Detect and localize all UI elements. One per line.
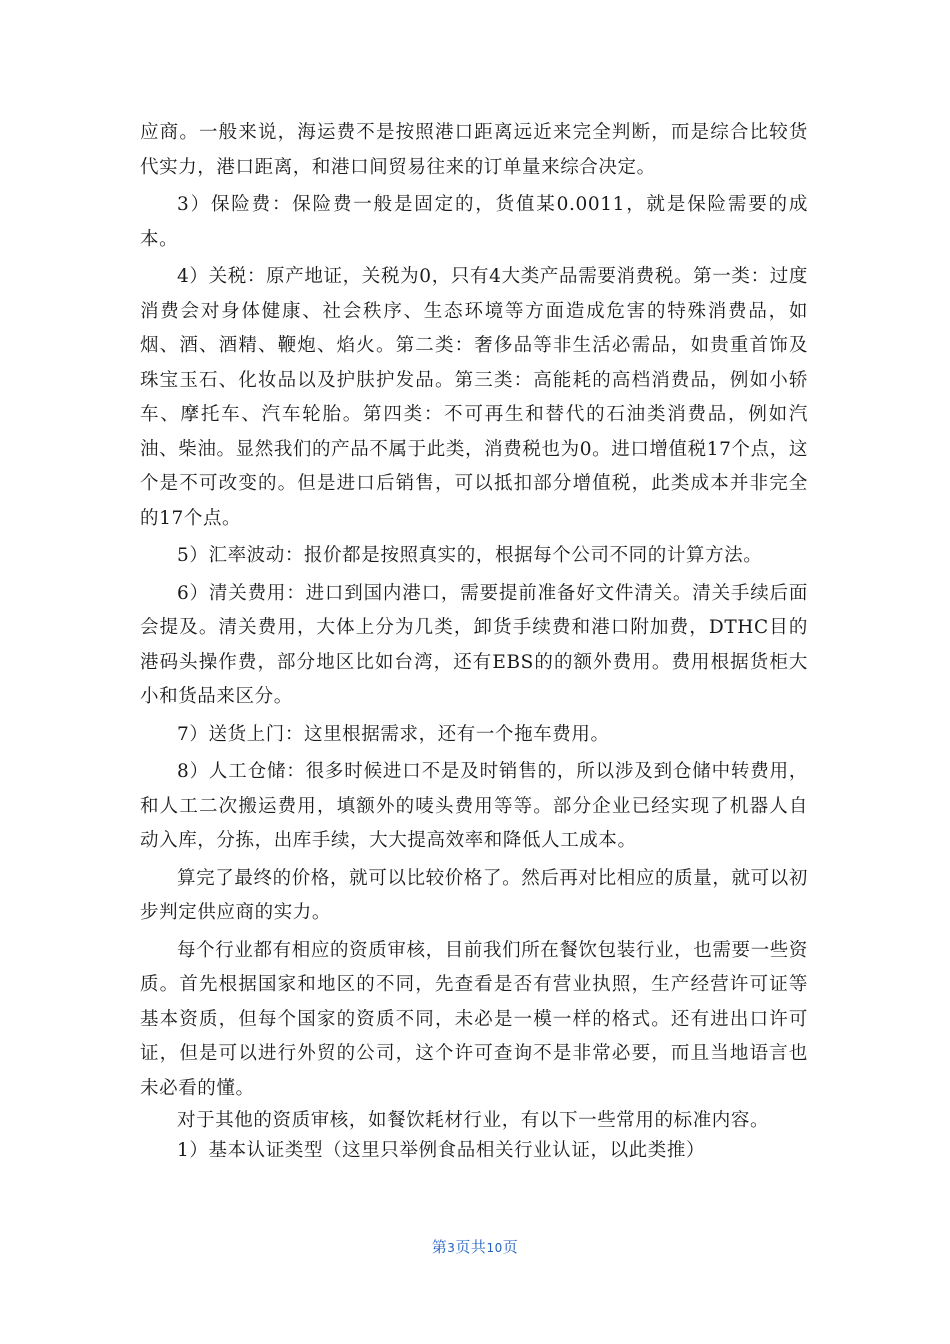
paragraph-price-comparison: 算完了最终的价格，就可以比较价格了。然后再对比相应的质量，就可以初步判定供应商的实力。	[140, 867, 808, 923]
paragraph-insurance: 3）保险费：保险费一般是固定的，货值某0.0011，就是保险需要的成本。	[140, 194, 808, 250]
paragraph-warehousing: 8）人工仓储：很多时候进口不是及时销售的，所以涉及到仓储中转费用，和人工二次搬运费用，填额外的唛头费用等等。部分企业已经实现了机器人自动入库，分拣，出库手续，大大提高效率和降低人工成本。	[140, 761, 808, 851]
paragraph-exchange-rate: 5）汇率波动：报价都是按照真实的，根据每个公司不同的计算方法。	[177, 545, 763, 566]
paragraph-freight-continued: 应商。一般来说，海运费不是按照港口距离远近来完全判断，而是综合比较货代实力，港口距离，和港口间贸易往来的订单量来综合决定。	[140, 122, 808, 178]
paragraph-other-qualifications: 对于其他的资质审核，如餐饮耗材行业，有以下一些常用的标准内容。	[177, 1110, 770, 1131]
paragraph-delivery: 7）送货上门：这里根据需求，还有一个拖车费用。	[177, 723, 610, 745]
paragraph-tariff: 4）关税：原产地证，关税为0，只有4大类产品需要消费税。第一类：过度消费会对身体健康、社会秩序、生态环境等方面造成危害的特殊消费品，如烟、酒、酒精、鞭炮、焰火。第二类：奢侈品等非生活必需品，如贵重首饰及珠宝玉石、化妆品以及护肤护发品。第三类：高能耗的高档消费品，例如小轿车、摩托车、汽车轮胎。第四类：不可再生和替代的石油类消费品，例如汽油、柴油。显然我们的产品不属于此类，消费税也为0。进口增值税17个点，这个是不可改变的。但是进口后销售，可以抵扣部分增值税，此类成本并非完全的17个点。	[140, 266, 808, 529]
document-body	[140, 116, 808, 1166]
footer-prefix: 第	[431, 1238, 448, 1256]
footer-total-pages: 10	[486, 1241, 503, 1255]
paragraph-qualification-review: 每个行业都有相应的资质审核，目前我们所在餐饮包装行业，也需要一些资质。首先根据国家和地区的不同，先查看是否有营业执照，生产经营许可证等基本资质，但每个国家的资质不同，未必是一模一样的格式。还有进出口许可证，但是可以进行外贸的公司，这个许可查询不是非常必要，而且当地语言也未必看的懂。	[140, 939, 808, 1099]
footer-middle: 页共	[455, 1238, 487, 1256]
footer-suffix: 页	[502, 1238, 519, 1256]
page-number-footer	[0, 1236, 950, 1257]
paragraph-certification-types: 1）基本认证类型（这里只举例食品相关行业认证，以此类推）	[177, 1140, 706, 1161]
paragraph-customs-clearance: 6）清关费用：进口到国内港口，需要提前准备好文件清关。清关手续后面会提及。清关费用，大体上分为几类，卸货手续费和港口附加费，DTHC目的港码头操作费，部分地区比如台湾，还有EBS的的额外费用。费用根据货柜大小和货品来区分。	[140, 582, 808, 707]
footer-current-page: 3	[447, 1241, 456, 1255]
